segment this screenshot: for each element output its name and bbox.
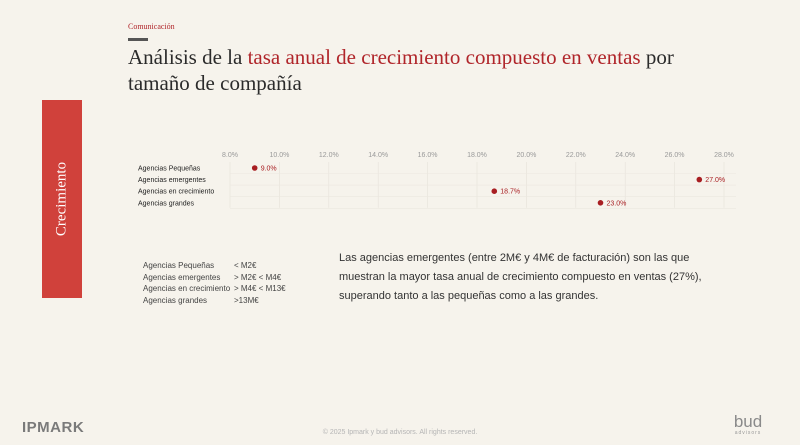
x-tick-label: 12.0% bbox=[318, 152, 339, 159]
x-tick-label: 28.0% bbox=[714, 152, 734, 159]
title-part-2: por tamaño de compañía bbox=[128, 45, 674, 95]
legend-range: > M2€ < M4€ bbox=[234, 272, 282, 282]
title-highlight: tasa anual de crecimiento compuesto en ventas bbox=[247, 45, 641, 69]
data-label: 23.0% bbox=[606, 200, 627, 208]
data-point bbox=[252, 165, 258, 171]
legend-row bbox=[143, 272, 286, 284]
category-label: Agencias Pequeñas bbox=[138, 165, 201, 173]
legend-name: Agencias en crecimiento bbox=[143, 284, 231, 293]
copyright-footer: © 2025 Ipmark y bud advisors. All rights reserved. bbox=[322, 429, 478, 436]
x-tick-label: 10.0% bbox=[269, 152, 290, 159]
data-label: 18.7% bbox=[500, 188, 521, 196]
legend-name: Agencias emergentes bbox=[143, 272, 221, 282]
title-part-1: Análisis de la bbox=[128, 45, 248, 69]
size-legend bbox=[143, 260, 286, 306]
legend-name: Agencias Pequeñas bbox=[143, 261, 215, 270]
x-tick-label: 18.0% bbox=[467, 152, 487, 159]
data-label: 27.0% bbox=[705, 177, 726, 185]
x-tick-label: 16.0% bbox=[417, 152, 438, 159]
data-point bbox=[491, 188, 497, 194]
x-tick-label: 14.0% bbox=[368, 152, 389, 159]
data-point bbox=[598, 200, 604, 206]
data-point bbox=[697, 177, 703, 183]
data-label: 9.0% bbox=[260, 165, 277, 173]
insight-text: Las agencias emergentes (entre 2M€ y 4M€ de facturación) son las que muestran la mayor tasa anual de crecimiento compuesto en ventas (27%), superando tanto a las pequeñas como a las grandes. bbox=[339, 252, 702, 302]
bud-logo-sub: advisors bbox=[734, 430, 762, 436]
legend-range: >13M€ bbox=[234, 295, 259, 305]
legend-range: > M4€ < M13€ bbox=[234, 284, 286, 293]
legend-row bbox=[143, 283, 286, 295]
category-label: Agencias en crecimiento bbox=[138, 188, 215, 196]
category-label: Agencias emergentes bbox=[138, 177, 206, 185]
legend-range: < M2€ bbox=[234, 261, 257, 270]
side-tab-label: Crecimiento bbox=[53, 161, 70, 237]
x-tick-label: 26.0% bbox=[664, 152, 685, 159]
x-tick-label: 22.0% bbox=[565, 152, 586, 159]
legend-name: Agencias grandes bbox=[143, 295, 208, 305]
x-tick-label: 8.0% bbox=[222, 152, 238, 159]
bud-logo-word: bud bbox=[733, 412, 763, 431]
legend-row bbox=[143, 260, 286, 272]
ipmark-logo: IPMARK bbox=[22, 419, 85, 436]
category-label: Agencias grandes bbox=[138, 200, 195, 208]
legend-row bbox=[143, 295, 286, 307]
bud-advisors-logo bbox=[722, 413, 774, 437]
section-label: Comunicación bbox=[128, 22, 175, 31]
x-tick-label: 20.0% bbox=[516, 152, 537, 159]
x-tick-label: 24.0% bbox=[615, 152, 636, 159]
